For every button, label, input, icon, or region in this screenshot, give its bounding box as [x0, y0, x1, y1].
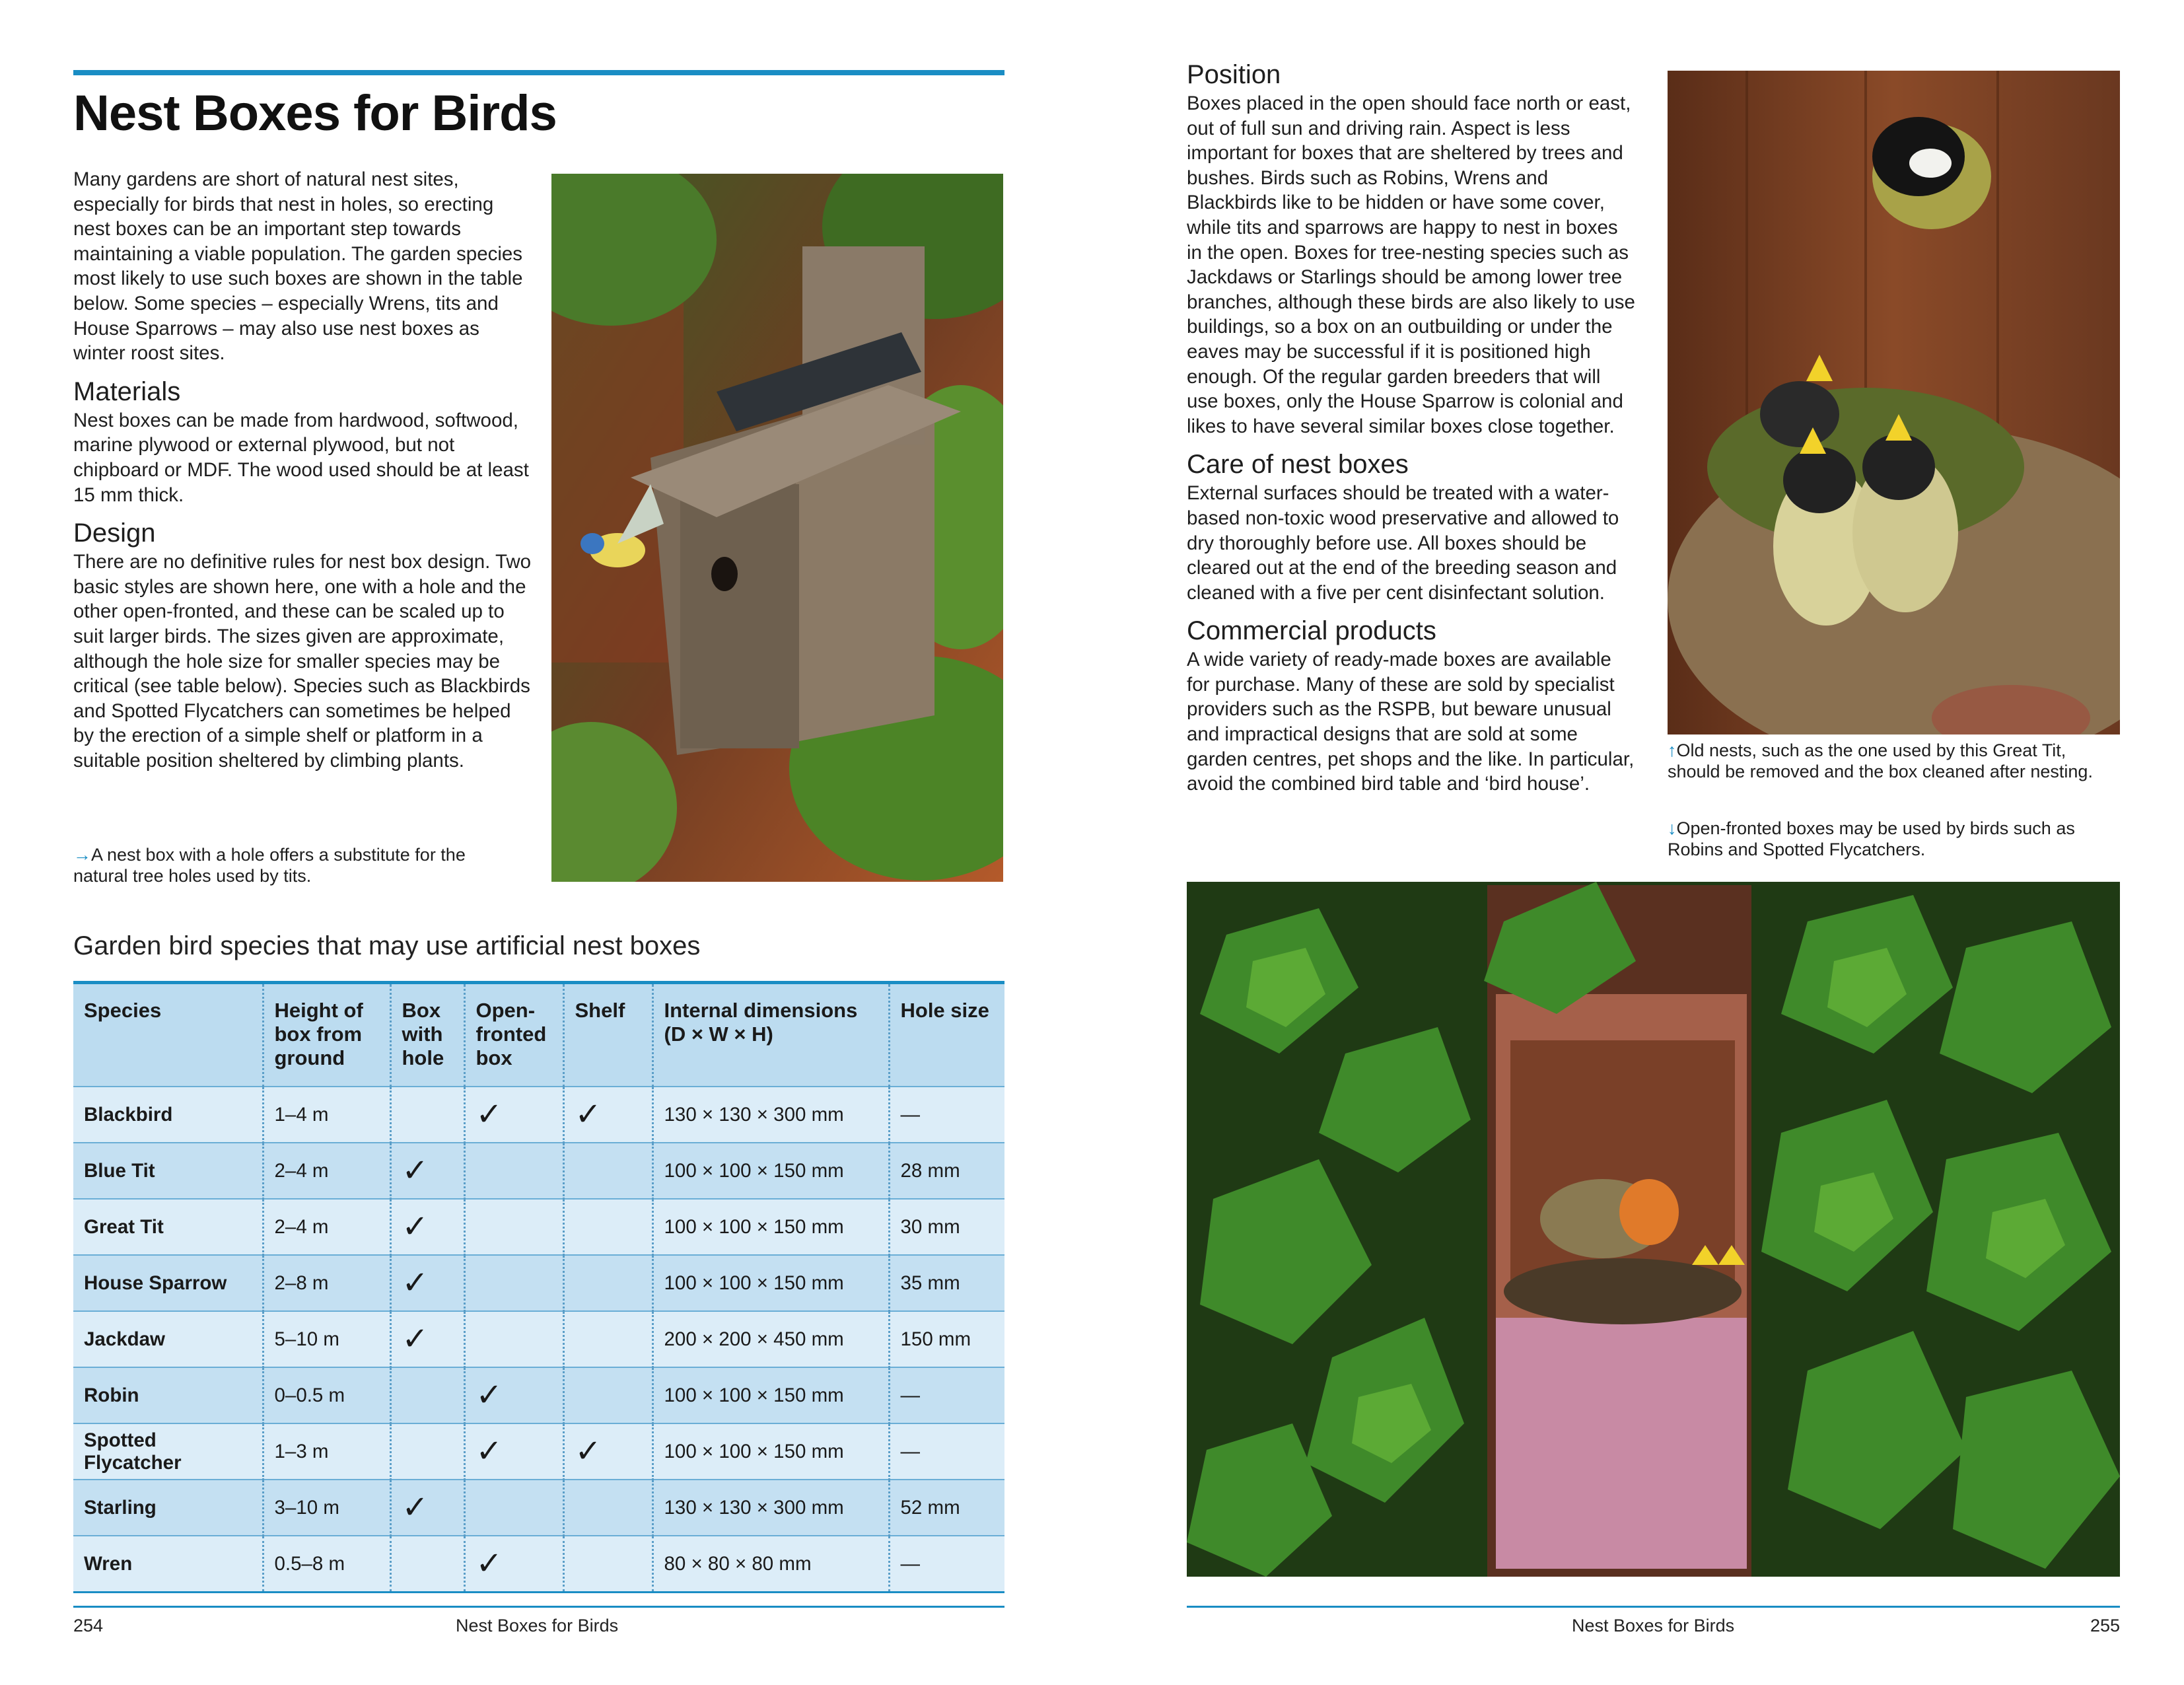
header-hole-size: Hole size: [889, 983, 1004, 1087]
species-cell: House Sparrow: [73, 1255, 263, 1311]
title-rule: [73, 70, 1004, 75]
robin-illustration: [1187, 882, 2120, 1577]
header-height: Height of box from ground: [263, 983, 390, 1087]
height-cell: 1–3 m: [263, 1423, 390, 1480]
nest-box-photo: [551, 174, 1003, 882]
dims-cell: 100 × 100 × 150 mm: [652, 1255, 889, 1311]
header-species: Species: [73, 983, 263, 1087]
text-column-right: [1187, 58, 1636, 797]
table-row: [73, 1087, 1004, 1143]
page-number: 254: [73, 1616, 104, 1635]
care-text: External surfaces should be treated with a water-based non-toxic wood preservative and allowed to dry thoroughly before use. All boxes should be cleared out at the end of the breeding season and cleaned with a five per cent disinfectant solution.: [1187, 482, 1619, 604]
shelf-cell: [563, 1143, 652, 1199]
table-row: [73, 1480, 1004, 1536]
design-heading: Design: [73, 519, 156, 548]
open-cell: ✓: [464, 1536, 563, 1593]
table-row: [73, 1255, 1004, 1311]
table-row: [73, 1536, 1004, 1593]
hole-cell: ✓: [390, 1480, 464, 1536]
footer-rule: [1187, 1606, 2120, 1608]
open-cell: ✓: [464, 1423, 563, 1480]
nest-box-illustration: [551, 174, 1003, 882]
height-cell: 0–0.5 m: [263, 1367, 390, 1423]
open-cell: [464, 1143, 563, 1199]
position-text: Boxes placed in the open should face north or east, out of full sun and driving rain. Aspect is less important for boxes that are sheltered by trees and bushes. Birds such as Robins, Wrens and Blackbirds like to be hidden or have some cover, while tits and sparrows are happy to nest in boxes in the open. Boxes for tree-nesting species such as Jackdaws or Starlings should be among lower tree branches, although these birds are also likely to use buildings, so a box on an outbuilding or under the eaves may be successful if it is positioned high enough. Of the regular garden breeders that will use boxes, only the House Sparrow is colonial and likes to have several similar boxes close together.: [1187, 92, 1635, 437]
species-cell: Robin: [73, 1367, 263, 1423]
hole-cell: ✓: [390, 1255, 464, 1311]
hole-cell: [390, 1367, 464, 1423]
intro-text: Many gardens are short of natural nest sites, especially for birds that nest in holes, so erecting nest boxes can be an important step towards maintaining a viable population. The garden species most likely to use such boxes are shown in the table below. Some species – especially Wrens, tits and House Sparrows – may also use nest boxes as winter roost sites.: [73, 168, 523, 365]
open-cell: [464, 1199, 563, 1255]
materials-heading: Materials: [73, 376, 181, 406]
species-cell: Blue Tit: [73, 1143, 263, 1199]
height-cell: 1–4 m: [263, 1087, 390, 1143]
page-title: Nest Boxes for Birds: [73, 85, 557, 141]
hole-size-cell: —: [889, 1423, 1004, 1480]
table-row: [73, 1367, 1004, 1423]
table-row: [73, 1143, 1004, 1199]
species-table: [73, 981, 1004, 1593]
hole-size-cell: 28 mm: [889, 1143, 1004, 1199]
height-cell: 3–10 m: [263, 1480, 390, 1536]
arrow-up-icon: ↑: [1668, 740, 1677, 760]
hole-size-cell: 30 mm: [889, 1199, 1004, 1255]
robin-caption-text: Open-fronted boxes may be used by birds such as Robins and Spotted Flycatchers.: [1668, 818, 2075, 859]
header-box-with-hole: Box with hole: [390, 983, 464, 1087]
dims-cell: 200 × 200 × 450 mm: [652, 1311, 889, 1367]
hole-size-cell: —: [889, 1087, 1004, 1143]
shelf-cell: ✓: [563, 1423, 652, 1480]
running-title: Nest Boxes for Birds: [1572, 1616, 1735, 1635]
species-cell: Wren: [73, 1536, 263, 1593]
great-tit-caption: [1668, 740, 2123, 782]
nest-box-caption-text: A nest box with a hole offers a substitute for the natural tree holes used by tits.: [73, 845, 466, 886]
intro-column: [73, 167, 536, 773]
commercial-heading: Commercial products: [1187, 616, 1436, 646]
table-row: [73, 1423, 1004, 1480]
header-dimensions: Internal dimensions (D × W × H): [652, 983, 889, 1087]
hole-size-cell: 35 mm: [889, 1255, 1004, 1311]
species-cell: Blackbird: [73, 1087, 263, 1143]
table-title: Garden bird species that may use artificial nest boxes: [73, 931, 701, 960]
table-header-row: [73, 983, 1004, 1087]
robin-photo: [1187, 882, 2120, 1577]
position-heading: Position: [1187, 60, 1281, 89]
dims-cell: 130 × 130 × 300 mm: [652, 1087, 889, 1143]
species-cell: Spotted Flycatcher: [73, 1423, 263, 1480]
height-cell: 5–10 m: [263, 1311, 390, 1367]
header-shelf: Shelf: [563, 983, 652, 1087]
arrow-right-icon: →: [73, 845, 91, 865]
care-heading: Care of nest boxes: [1187, 450, 1409, 480]
species-cell: Starling: [73, 1480, 263, 1536]
open-cell: [464, 1311, 563, 1367]
hole-cell: ✓: [390, 1143, 464, 1199]
shelf-cell: [563, 1480, 652, 1536]
shelf-cell: [563, 1311, 652, 1367]
great-tit-caption-text: Old nests, such as the one used by this Great Tit, should be removed and the box cleaned after nesting.: [1668, 740, 2093, 781]
dims-cell: 130 × 130 × 300 mm: [652, 1480, 889, 1536]
right-page: [1092, 0, 2184, 1685]
dims-cell: 80 × 80 × 80 mm: [652, 1536, 889, 1593]
nest-box-caption: [73, 844, 522, 886]
materials-text: Nest boxes can be made from hardwood, softwood, marine plywood or external plywood, but not chipboard or MDF. The wood used should be at least 15 mm thick.: [73, 409, 529, 506]
header-open-fronted: Open-fronted box: [464, 983, 563, 1087]
open-cell: ✓: [464, 1087, 563, 1143]
footer-rule: [73, 1606, 1004, 1608]
arrow-down-icon: ↓: [1668, 818, 1677, 838]
hole-cell: ✓: [390, 1199, 464, 1255]
hole-size-cell: 150 mm: [889, 1311, 1004, 1367]
robin-caption: [1668, 818, 2123, 860]
running-title: Nest Boxes for Birds: [456, 1616, 619, 1635]
great-tit-illustration: [1668, 71, 2120, 735]
height-cell: 2–4 m: [263, 1143, 390, 1199]
height-cell: 2–8 m: [263, 1255, 390, 1311]
hole-size-cell: 52 mm: [889, 1480, 1004, 1536]
great-tit-photo: [1668, 71, 2120, 735]
dims-cell: 100 × 100 × 150 mm: [652, 1143, 889, 1199]
dims-cell: 100 × 100 × 150 mm: [652, 1199, 889, 1255]
hole-cell: [390, 1423, 464, 1480]
hole-cell: [390, 1536, 464, 1593]
page-number: 255: [2090, 1616, 2121, 1635]
hole-cell: [390, 1087, 464, 1143]
shelf-cell: [563, 1199, 652, 1255]
hole-size-cell: —: [889, 1536, 1004, 1593]
open-cell: [464, 1255, 563, 1311]
table-row: [73, 1311, 1004, 1367]
dims-cell: 100 × 100 × 150 mm: [652, 1423, 889, 1480]
shelf-cell: [563, 1367, 652, 1423]
dims-cell: 100 × 100 × 150 mm: [652, 1367, 889, 1423]
design-text: There are no definitive rules for nest box design. Two basic styles are shown here, one with a hole and the other open-fronted, and these can be scaled up to suit larger birds. The sizes given are approximate, although the hole size for smaller species may be critical (see table below). Species such as Blackbirds and Spotted Flycatchers can sometimes be helped by the erection of a simple shelf or platform in a suitable position sheltered by climbing plants.: [73, 551, 532, 771]
commercial-text: A wide variety of ready-made boxes are available for purchase. Many of these are sold by specialist providers such as the RSPB, but beware unusual and impractical designs that are sold at some garden centres, pet shops and the like. In particular, avoid the combined bird table and ‘bird house’.: [1187, 649, 1635, 795]
table-row: [73, 1199, 1004, 1255]
shelf-cell: ✓: [563, 1087, 652, 1143]
height-cell: 2–4 m: [263, 1199, 390, 1255]
open-cell: ✓: [464, 1367, 563, 1423]
height-cell: 0.5–8 m: [263, 1536, 390, 1593]
species-cell: Great Tit: [73, 1199, 263, 1255]
hole-cell: ✓: [390, 1311, 464, 1367]
hole-size-cell: —: [889, 1367, 1004, 1423]
shelf-cell: [563, 1536, 652, 1593]
shelf-cell: [563, 1255, 652, 1311]
open-cell: [464, 1480, 563, 1536]
species-cell: Jackdaw: [73, 1311, 263, 1367]
